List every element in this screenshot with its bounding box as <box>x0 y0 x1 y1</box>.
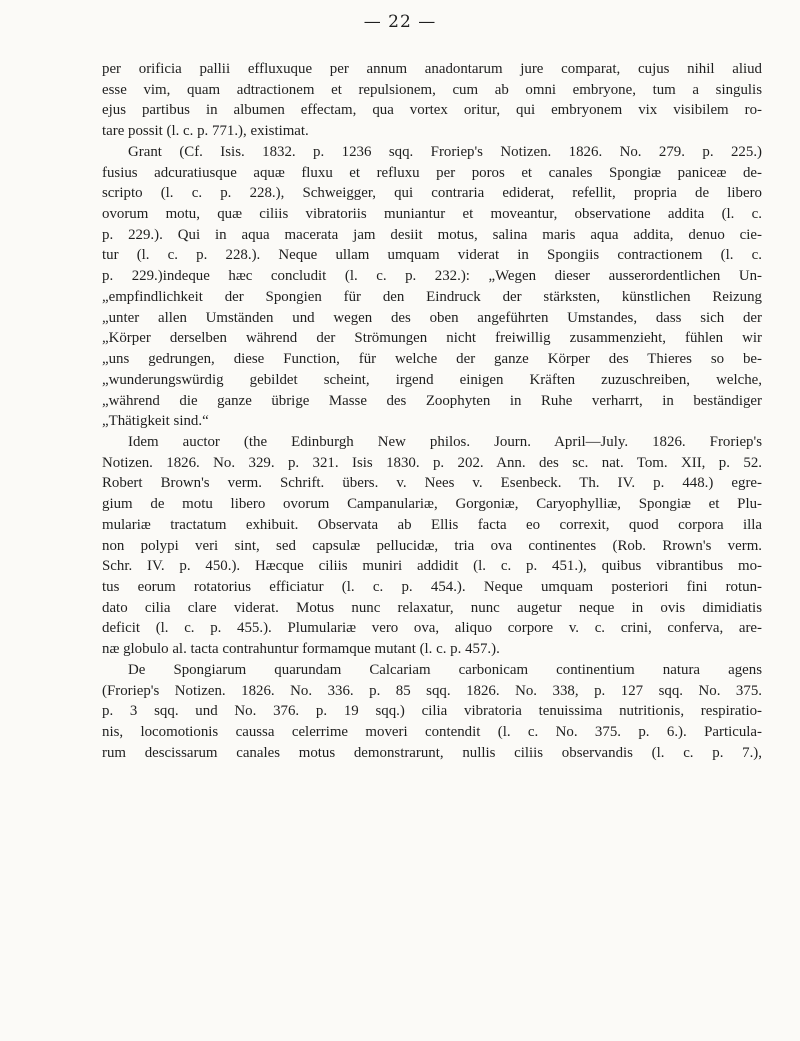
paragraph-start-line: Grant (Cf. Isis. 1832. p. 1236 sqq. Froriep's Notizen. 1826. No. 279. p. 225.) <box>128 143 762 160</box>
quote-line: „unter allen Umständen und wegen des oben angeführten Umstandes, dass sich der <box>102 309 762 326</box>
text-line: scripto (l. c. p. 228.), Schweigger, qui contraria ediderat, refellit, propria de libero <box>102 185 762 202</box>
text-line: Schr. IV. p. 450.). Hæcque ciliis muniri addidit (l. c. p. 451.), quibus vibrantibus mo- <box>102 558 762 575</box>
text-line: ejus partibus in albumen effectam, qua vortex oritur, qui embryonem vix visibilem ro- <box>102 102 762 119</box>
quote-line: „uns gedrungen, diese Function, für welche der ganze Körper des Thieres so be- <box>102 351 762 368</box>
quote-line: „Thätigkeit sind.“ <box>102 413 209 430</box>
paragraph-start-line: De Spongiarum quarundam Calcariam carbonicam continentium natura agens <box>128 661 762 678</box>
text-line: esse vim, quam adtractionem et repulsionem, cum ab omni embryone, tum a singulis <box>102 81 762 98</box>
page-number: — 22 — <box>363 12 437 32</box>
text-line: dato cilia clare viderat. Motus nunc relaxatur, nunc augetur neque in ovis dimidiatis <box>102 599 762 616</box>
text-line: (Froriep's Notizen. 1826. No. 336. p. 85 sqq. 1826. No. 338, p. 127 sqq. No. 375. <box>102 682 762 699</box>
quote-line: „Körper derselben während der Strömungen nicht freiwillig zusammenzieht, fühlen wir <box>102 330 762 347</box>
text-line: rum descissarum canales motus demonstrarunt, nullis ciliis observandis (l. c. p. 7.), <box>102 744 762 761</box>
text-line: tur (l. c. p. 228.). Neque ullam umquam viderat in Spongiis contractionem (l. c. <box>102 247 762 264</box>
quote-line: „empfindlichkeit der Spongien für den Eindruck der stärksten, künstlichen Reizung <box>102 288 762 305</box>
text-line: Robert Brown's verm. Schrift. übers. v. Nees v. Esenbeck. Th. IV. p. 448.) egre- <box>102 475 762 492</box>
text-line: p. 229.). Qui in aqua macerata jam desiit motus, salina maris aqua addita, denuo cie- <box>102 226 762 243</box>
text-line: næ globulo al. tacta contrahuntur formamque mutant (l. c. p. 457.). <box>102 641 500 658</box>
text-line: per orificia pallii effluxuque per annum anadontarum jure comparat, cujus nihil aliud <box>102 61 762 77</box>
text-line: gium de motu libero ovorum Campanulariæ, Gorgoniæ, Caryophylliæ, Spongiæ et Plu- <box>102 496 762 513</box>
text-line: ovorum motu, quæ ciliis vibratoriis muniantur et moveantur, observatione addita (l. c. <box>102 206 762 223</box>
text-line: tus eorum rotatorius efficiatur (l. c. p. 454.). Neque umquam posteriori fini rotun- <box>102 578 762 595</box>
text-line: Notizen. 1826. No. 329. p. 321. Isis 1830. p. 202. Ann. des sc. nat. Tom. XII, p. 52. <box>102 454 762 471</box>
quote-line: „wunderungswürdig gebildet scheint, irgend einigen Kräften zuzuschreiben, welche, <box>102 371 762 388</box>
text-line: p. 3 sqq. und No. 376. p. 19 sqq.) cilia vibratoria tenuissima nutritionis, respiratio- <box>102 703 762 720</box>
body-text <box>102 59 762 763</box>
text-line: deficit (l. c. p. 455.). Plumulariæ vero ova, aliquo corpore v. c. crini, conferva, are- <box>102 620 762 637</box>
paragraph-start-line: Idem auctor (the Edinburgh New philos. Journ. April—July. 1826. Froriep's <box>128 433 762 450</box>
text-line: nis, locomotionis caussa celerrime moveri contendit (l. c. No. 375. p. 6.). Particula- <box>102 724 762 740</box>
text-line: non polypi veri sint, sed capsulæ pellucidæ, tria ova continentes (Rob. Rrown's verm. <box>102 537 762 554</box>
text-line: fusius adcuratiusque aquæ fluxu et refluxu per poros et canales Spongiæ paniceæ de- <box>102 164 762 181</box>
text-line: p. 229.)indeque hæc concludit (l. c. p. 232.): „Wegen dieser ausserordentlichen Un- <box>102 268 762 285</box>
text-line: mulariæ tractatum exhibuit. Observata ab Ellis facta eo correxit, quod corpora illa <box>102 516 762 533</box>
text-line: tare possit (l. c. p. 771.), existimat. <box>102 123 309 140</box>
quote-line: „während die ganze übrige Masse des Zoophyten in Ruhe verharrt, in beständiger <box>102 392 762 409</box>
